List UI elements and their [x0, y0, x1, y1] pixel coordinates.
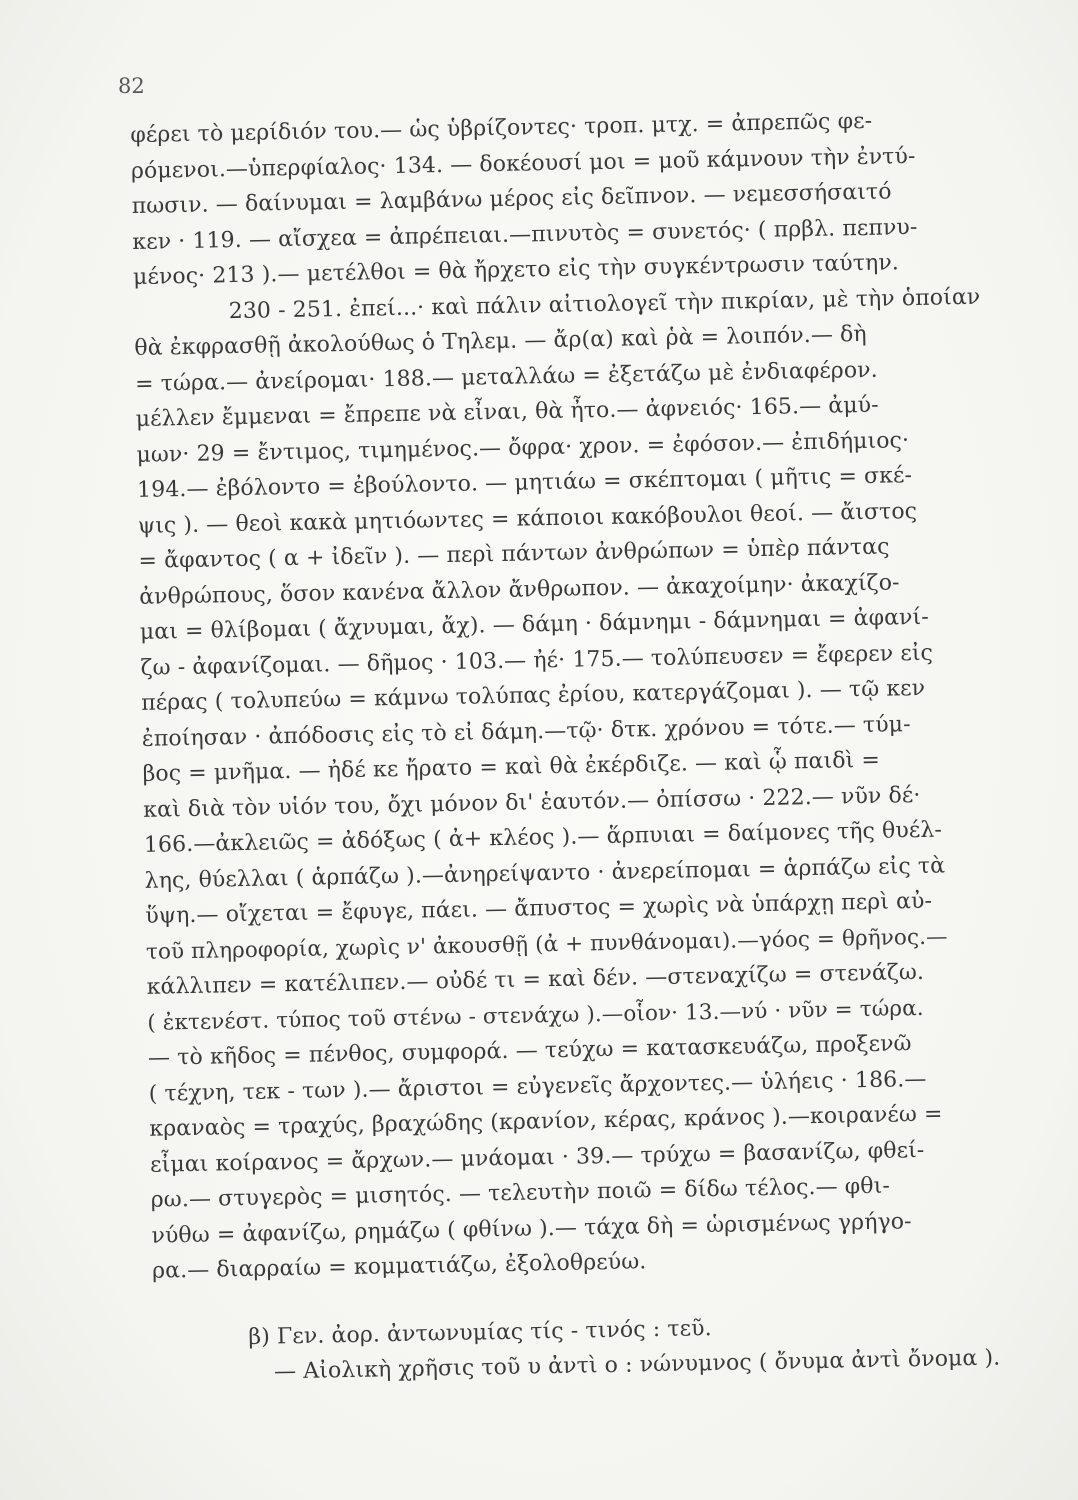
text-line: νύθω = ἀφανίζω, ρημάζω ( φθίνω ).— τάχα δὴ = ὡρισμένως γρήγο- — [151, 1208, 912, 1249]
text-line: ( ἐκτενέστ. τύπος τοῦ στένω - στενάχω ).—οἷον· 13.—νύ · νῦν = τώρα. — [147, 995, 924, 1036]
text-line: = ἄφαντος ( α + ἰδεῖν ). — περὶ πάντων ἀνθρώπων = ὑπὲρ πάντας — [138, 534, 890, 574]
text-line: 194.— ἐβόλοντο = ἐβούλοντο. — μητιάω = σκέπτομαι ( μῆτις = σκέ- — [136, 463, 913, 503]
text-line: ἐποίησαν · ἀπόδοσις εἰς τὸ εἰ δάμη.—τῷ· δτκ. χρόνου = τότε.— τύμ- — [141, 711, 911, 752]
text-line: 166.—ἀκλειῶς = ἀδόξως ( ἀ+ κλέος ).— ἅρπυιαι = δαίμονες τῆς θυέλ- — [143, 817, 943, 858]
text-line: ζω - ἀφανίζομαι. — δῆμος · 103.— ἠέ· 175.— τολύπευσεν = ἔφερεν εἰς — [140, 640, 934, 681]
text-line: μαι = θλίβομαι ( ἄχνυμαι, ἄχ). — δάμη · δάμνημι - δάμνημαι = ἀφανί- — [139, 604, 930, 645]
text-line: μέλλεν ἔμμεναι = ἔπρεπε νὰ εἶναι, θὰ ἦτο.— ἀφνειός· 165.— ἀμύ- — [135, 392, 879, 432]
text-line: ὕψη.— οἴχεται = ἔφυγε, πάει. — ἄπυστος = χωρὶς νὰ ὑπάρχῃ περὶ αὐ- — [145, 888, 933, 929]
text-line: πωσιν. — δαίνυμαι = λαμβάνω μέρος εἰς δεῖπνον. — νεμεσσήσαιτό — [131, 179, 892, 219]
text-line: φέρει τὸ μερίδιόν του.— ὡς ὑβρίζοντες· τροπ. μτχ. = ἀπρεπῶς φε- — [130, 108, 873, 148]
text-line: τοῦ πληροφορία, χωρὶς ν' ἀκουσθῇ (ἀ + πυνθάνομαι).—γόος = θρῆνος.— — [145, 923, 948, 965]
text-line: ψις ). — θεοὶ κακὰ μητιόωντες = κάποιοι κακόβουλοι θεοί. — ἄιστος — [137, 498, 918, 539]
text-line: βος = μνῆμα. — ἠδέ κε ἤρατο = καὶ θὰ ἐκέρδιζε. — καὶ ᾧ παιδὶ = — [142, 747, 881, 787]
text-line: = τώρα.— ἀνείρομαι· 188.— μεταλλάω = ἐξετάζω μὲ ἐνδιαφέρον. — [134, 357, 878, 397]
text-line: κραναὸς = τραχύς, βραχώδης (κρανίον, κέρας, κράνος ).—κοιρανέω = — [149, 1101, 943, 1142]
text-line: πέρας ( τολυπεύω = κάμνω τολύπας ἐρίου, κατεργάζομαι ). — τῷ κεν — [141, 675, 926, 716]
text-line: ἀνθρώπους, ὅσον κανένα ἄλλον ἄνθρωπον. — ἀκαχοίμην· ἀκαχίζο- — [138, 569, 900, 610]
text-line: ( τέχνη, τεκ - των ).— ἄριστοι = εὐγενεῖς ἄρχοντες.— ὑλήεις · 186.— — [148, 1066, 927, 1107]
text-line: κεν · 119. — αἴσχεα = ἀπρέπειαι.—πινυτὸς = συνετός· ( πρβλ. πεπνυ- — [132, 214, 918, 255]
text-line: θὰ ἐκφρασθῇ ἀκολούθως ὁ Τηλεμ. — ἄρ(α) καὶ ῥὰ = λοιπόν.— δὴ — [134, 321, 867, 361]
text-line: μένος· 213 ).— μετέλθοι = θὰ ἤρχετο εἰς τὴν συγκέντρωσιν ταύτην. — [132, 250, 900, 290]
commentary-text — [130, 100, 1072, 1392]
text-line: ρόμενοι.—ὑπερφίαλος· 134. — δοκέουσί μοι = μοῦ κάμνουν τὴν ἐντύ- — [130, 143, 916, 184]
text-line: καὶ διὰ τὸν υἱόν του, ὄχι μόνον δι' ἑαυτόν.— ὀπίσσω · 222.— νῦν δέ· — [143, 782, 921, 823]
note-line: — Αἰολικὴ χρῆσις τοῦ υ ἀντὶ ο : νώνυμνος ( ὄνυμα ἀντὶ ὄνομα ). — [273, 1345, 1001, 1385]
text-line: 230 - 251. ἐπεί...· καὶ πάλιν αἰτιολογεῖ τὴν πικρίαν, μὲ τὴν ὁποίαν — [228, 284, 981, 324]
note-line: β) Γεν. ἀορ. ἀντωνυμίας τίς - τινός : τεῦ. — [248, 1315, 712, 1350]
text-line: — τὸ κῆδος = πένθος, συμφορά. — τεύχω = κατασκευάζω, προξενῶ — [147, 1031, 912, 1071]
page-number: 82 — [118, 74, 145, 98]
text-line: μων· 29 = ἔντιμος, τιμημένος.— ὄφρα· χρον. = ἐφόσον.— ἐπιδήμιος· — [136, 427, 910, 468]
text-line: λης, θύελλαι ( ἁρπάζω ).—ἀνηρείψαντο · ἀνερείπομαι = ἁρπάζω εἰς τὰ — [144, 852, 946, 894]
text-line: κάλλιπεν = κατέλιπεν.— οὐδέ τι = καὶ δέν. —στεναχίζω = στενάζω. — [146, 959, 925, 1000]
text-line: ρα.— διαρραίω = κομματιάζω, ἐξολοθρεύω. — [151, 1249, 647, 1284]
text-line: εἶμαι κοίρανος = ἄρχων.— μνάομαι · 39.— τρύχω = βασανίζω, φθεί- — [149, 1137, 925, 1178]
text-line: ρω.— στυγερὸς = μισητός. — τελευτὴν ποιῶ = δίδω τέλος.— φθι- — [150, 1173, 891, 1213]
